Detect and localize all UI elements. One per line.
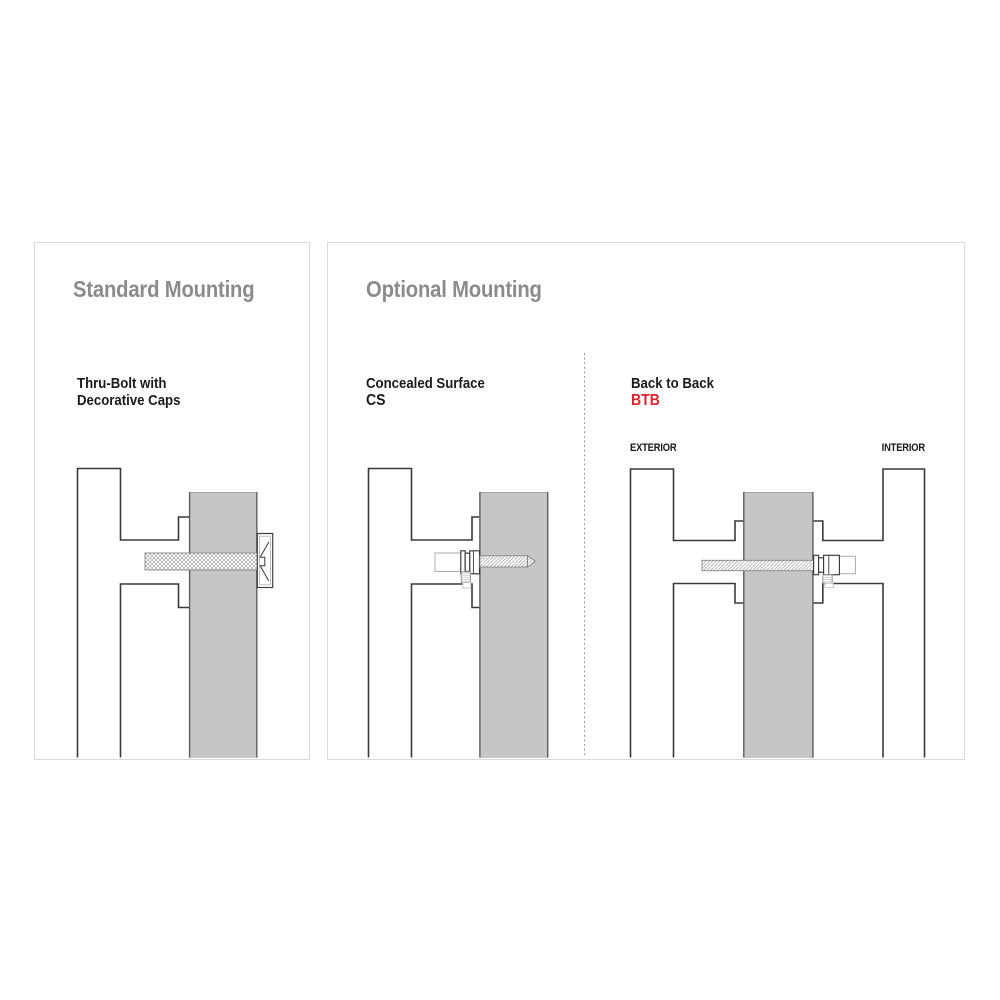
wood-screw	[480, 556, 535, 567]
pull-handle-outline	[369, 469, 480, 758]
mounting-sleeve	[435, 553, 461, 572]
concealed-surface-diagram	[369, 469, 549, 759]
thru-bolt-label-line1: Thru-Bolt with	[77, 375, 167, 392]
interior-handle-outline	[814, 469, 925, 758]
glass-door-panel	[189, 492, 258, 758]
optional-panel-title: Optional Mounting	[366, 276, 542, 302]
glass-door-panel	[479, 492, 548, 758]
set-screw	[461, 572, 471, 588]
pull-handle-outline	[78, 469, 190, 758]
thru-bolt-diagram	[78, 469, 273, 759]
decorative-cap	[257, 534, 272, 588]
threaded-rod	[145, 553, 257, 570]
exterior-handle-outline	[631, 469, 744, 758]
concealed-fitting	[814, 555, 856, 574]
thru-bolt-label-line2: Decorative Caps	[77, 392, 181, 409]
standard-panel-title: Standard Mounting	[73, 276, 255, 302]
back-to-back-diagram	[631, 469, 925, 758]
washer-stack	[461, 551, 480, 574]
interior-label: INTERIOR	[881, 442, 925, 454]
back-to-back-code: BTB	[631, 392, 660, 409]
exterior-label: EXTERIOR	[630, 442, 677, 454]
set-screw	[823, 575, 833, 588]
back-to-back-label: Back to Back	[631, 375, 714, 392]
thru-bolt-label	[77, 375, 180, 409]
concealed-surface-code: CS	[366, 392, 386, 409]
glass-door-panel	[743, 492, 813, 758]
threaded-rod	[702, 560, 814, 570]
concealed-surface-label: Concealed Surface	[366, 375, 485, 392]
